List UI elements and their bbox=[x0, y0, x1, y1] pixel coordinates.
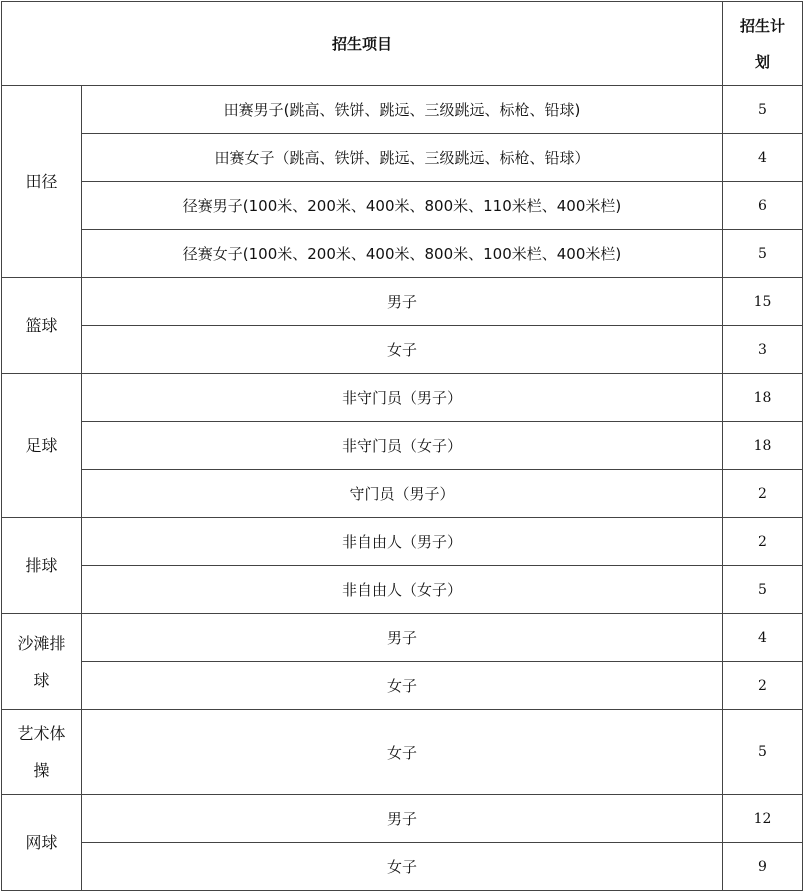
table-row bbox=[2, 86, 803, 134]
table-row bbox=[2, 710, 803, 795]
table-row bbox=[2, 470, 803, 518]
item-cell: 非守门员（男子） bbox=[82, 374, 723, 422]
enrollment-plan-table bbox=[1, 1, 803, 891]
category-cell bbox=[2, 374, 82, 518]
item-cell: 田赛女子（跳高、铁饼、跳远、三级跳远、标枪、铅球） bbox=[82, 134, 723, 182]
table-row bbox=[2, 795, 803, 843]
item-cell: 守门员（男子） bbox=[82, 470, 723, 518]
plan-count-cell: 4 bbox=[723, 614, 803, 662]
plan-count-cell: 5 bbox=[723, 710, 803, 795]
category-label-line: 田径 bbox=[25, 172, 58, 191]
category-cell bbox=[2, 795, 82, 891]
header-plan-label-line2: 划 bbox=[754, 52, 770, 71]
table-row bbox=[2, 518, 803, 566]
category-cell bbox=[2, 278, 82, 374]
plan-count-cell: 6 bbox=[723, 182, 803, 230]
table-row bbox=[2, 374, 803, 422]
table-row bbox=[2, 614, 803, 662]
table-row bbox=[2, 566, 803, 614]
item-cell: 女子 bbox=[82, 710, 723, 795]
plan-count-cell: 2 bbox=[723, 518, 803, 566]
category-label-line: 足球 bbox=[25, 436, 58, 455]
header-plan-label bbox=[723, 2, 803, 86]
plan-count-cell: 9 bbox=[723, 843, 803, 891]
plan-count-cell: 2 bbox=[723, 662, 803, 710]
plan-count-cell: 12 bbox=[723, 795, 803, 843]
plan-count-cell: 3 bbox=[723, 326, 803, 374]
category-cell bbox=[2, 614, 82, 710]
item-cell: 男子 bbox=[82, 795, 723, 843]
plan-count-cell: 5 bbox=[723, 566, 803, 614]
table-row bbox=[2, 662, 803, 710]
table-row bbox=[2, 134, 803, 182]
header-item-label: 招生项目 bbox=[2, 2, 723, 86]
table-row bbox=[2, 230, 803, 278]
plan-count-cell: 5 bbox=[723, 230, 803, 278]
plan-count-cell: 2 bbox=[723, 470, 803, 518]
category-label-line: 沙滩排 bbox=[17, 633, 66, 653]
plan-count-cell: 18 bbox=[723, 374, 803, 422]
item-cell: 田赛男子(跳高、铁饼、跳远、三级跳远、标枪、铅球) bbox=[82, 86, 723, 134]
table-row bbox=[2, 422, 803, 470]
item-cell: 男子 bbox=[82, 278, 723, 326]
table-row bbox=[2, 278, 803, 326]
category-label-line: 艺术体 bbox=[17, 724, 66, 743]
category-label-line: 操 bbox=[33, 761, 50, 780]
header-row bbox=[2, 2, 803, 86]
table-body bbox=[2, 2, 803, 891]
item-cell: 女子 bbox=[82, 662, 723, 710]
category-label-line: 篮球 bbox=[25, 316, 58, 335]
item-cell: 女子 bbox=[82, 326, 723, 374]
plan-count-cell: 18 bbox=[723, 422, 803, 470]
table-row bbox=[2, 182, 803, 230]
category-label-line: 网球 bbox=[25, 833, 58, 852]
item-cell: 非自由人（女子） bbox=[82, 566, 723, 614]
item-cell: 非自由人（男子） bbox=[82, 518, 723, 566]
table-row bbox=[2, 326, 803, 374]
category-cell bbox=[2, 518, 82, 614]
plan-count-cell: 15 bbox=[723, 278, 803, 326]
item-cell: 径赛女子(100米、200米、400米、800米、100米栏、400米栏) bbox=[82, 230, 723, 278]
category-cell bbox=[2, 710, 82, 795]
table-row bbox=[2, 843, 803, 891]
item-cell: 女子 bbox=[82, 843, 723, 891]
category-label-line: 球 bbox=[33, 670, 50, 690]
item-cell: 径赛男子(100米、200米、400米、800米、110米栏、400米栏) bbox=[82, 182, 723, 230]
plan-count-cell: 5 bbox=[723, 86, 803, 134]
item-cell: 非守门员（女子） bbox=[82, 422, 723, 470]
item-cell: 男子 bbox=[82, 614, 723, 662]
category-cell bbox=[2, 86, 82, 278]
plan-count-cell: 4 bbox=[723, 134, 803, 182]
header-plan-label-line1: 招生计 bbox=[739, 16, 785, 35]
category-label-line: 排球 bbox=[25, 556, 58, 575]
